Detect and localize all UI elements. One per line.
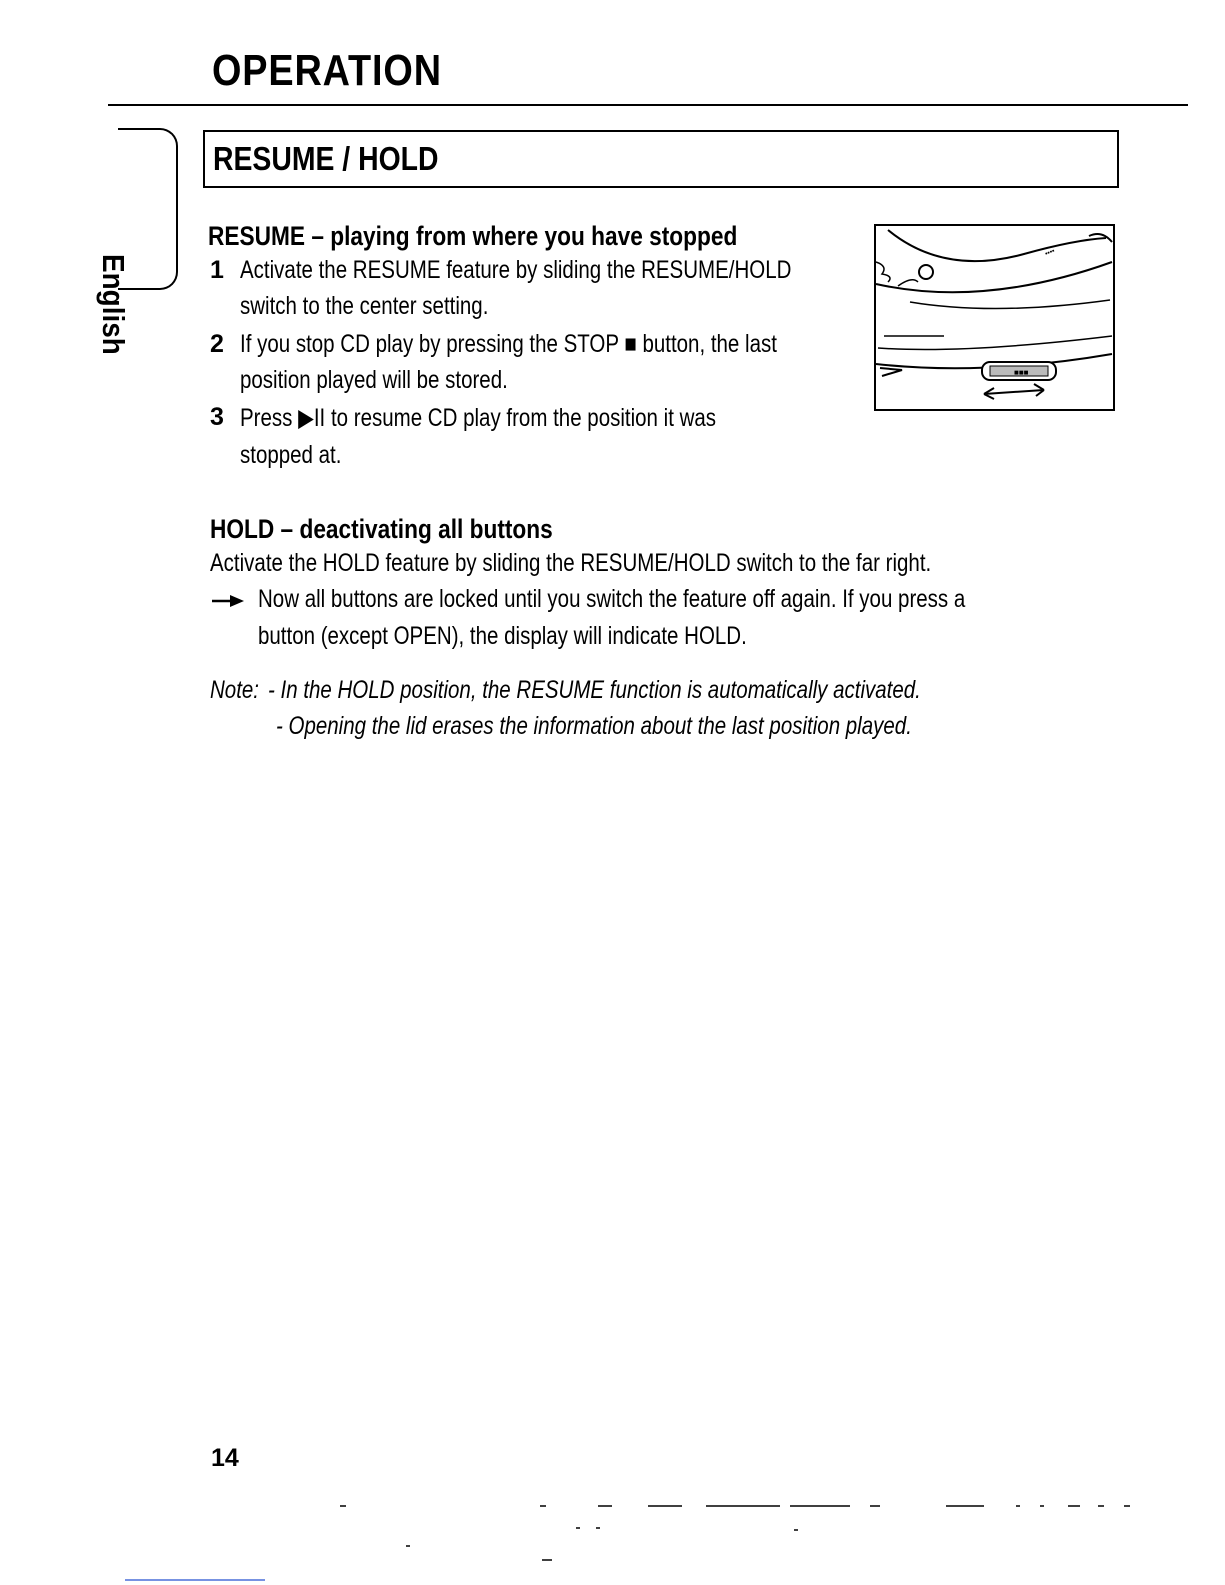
step-number: 3: [210, 403, 224, 431]
step-text: switch to the center setting.: [240, 292, 489, 320]
page-title: OPERATION: [212, 46, 442, 95]
scan-artifacts: [0, 1480, 1225, 1585]
step-number: 2: [210, 330, 224, 358]
hold-text: Activate the HOLD feature by sliding the RESUME/HOLD switch to the far right.: [210, 549, 932, 577]
section-title: RESUME / HOLD: [213, 140, 439, 177]
svg-text:■■■: ■■■: [1014, 368, 1029, 377]
hold-result-text: button (except OPEN), the display will indicate HOLD.: [258, 622, 747, 650]
arrow-right-icon: [210, 592, 248, 610]
note-item: - Opening the lid erases the information about the last position played.: [276, 712, 912, 740]
step-text: If you stop CD play by pressing the STOP ■ button, the last: [240, 330, 777, 358]
hold-heading: HOLD – deactivating all buttons: [210, 514, 553, 544]
title-rule: [108, 104, 1188, 106]
svg-text:▪▪▪▪: ▪▪▪▪: [1044, 247, 1056, 258]
resume-heading: RESUME – playing from where you have stopped: [208, 221, 738, 251]
note-label: Note:: [210, 676, 260, 704]
language-tab-label: English: [96, 254, 131, 355]
step-text: position played will be stored.: [240, 366, 508, 394]
resume-hold-switch-illustration: [874, 224, 1115, 411]
note-item: - In the HOLD position, the RESUME function is automatically activated.: [268, 676, 921, 704]
page-number: 14: [211, 1444, 239, 1472]
step-number: 1: [210, 256, 224, 284]
step-text: stopped at.: [240, 441, 342, 469]
step-text: Press ▶II to resume CD play from the position it was: [240, 404, 717, 432]
step-text: Activate the RESUME feature by sliding the RESUME/HOLD: [240, 256, 792, 284]
hold-result-text: Now all buttons are locked until you switch the feature off again. If you press a: [258, 585, 966, 613]
